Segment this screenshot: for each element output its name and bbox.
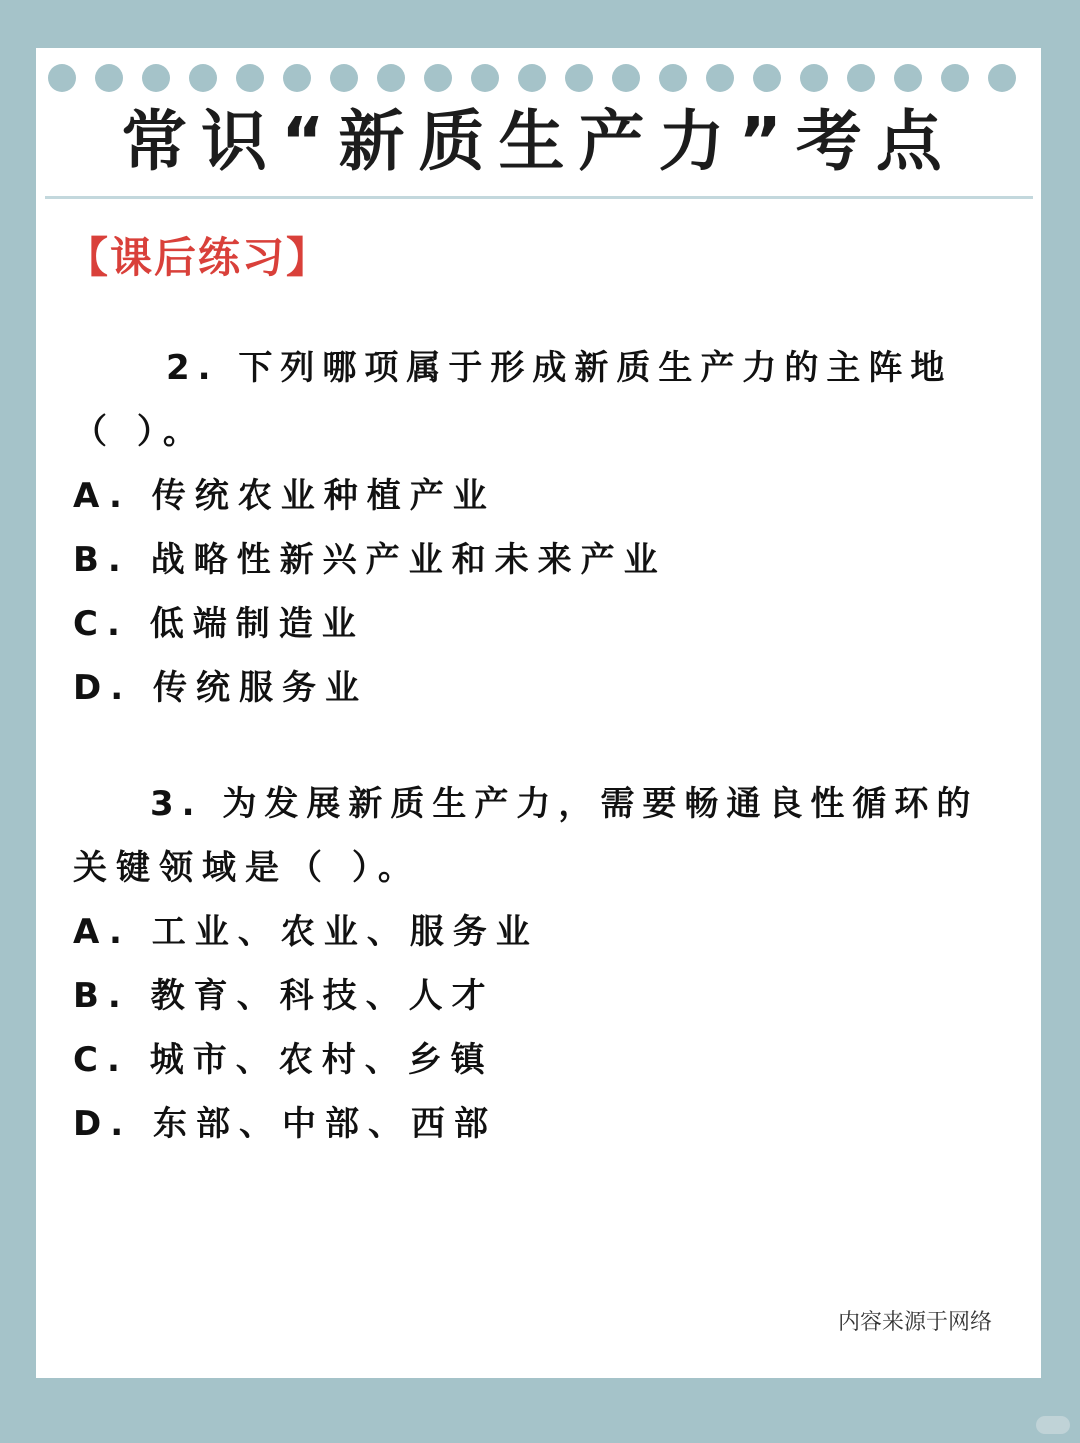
question-2-option-b: B. 战略性新兴产业和未来产业 [73,540,667,580]
binder-hole [377,64,405,92]
binder-hole [706,64,734,92]
watermark-badge [1036,1416,1070,1434]
binder-hole [565,64,593,92]
binder-hole [753,64,781,92]
question-3-option-d: D. 东部、中部、西部 [73,1104,497,1144]
binder-hole [659,64,687,92]
binder-hole [847,64,875,92]
binder-hole [941,64,969,92]
question-2-option-a: A. 传统农业种植产业 [73,476,496,516]
binder-hole [236,64,264,92]
binder-hole [330,64,358,92]
question-3-stem-line1: 3. 为发展新质生产力，需要畅通良性循环的 [150,784,979,824]
title-divider [45,196,1033,199]
binder-hole [424,64,452,92]
binder-hole [894,64,922,92]
binder-hole [800,64,828,92]
question-3-option-a: A. 工业、农业、服务业 [73,912,539,952]
question-2-stem-line1: 2. 下列哪项属于形成新质生产力的主阵地 [166,348,953,388]
binder-hole [612,64,640,92]
binder-hole [518,64,546,92]
question-3-option-b: B. 教育、科技、人才 [73,976,495,1016]
binder-hole [95,64,123,92]
binder-hole [283,64,311,92]
binder-hole [189,64,217,92]
question-2-option-c: C. 低端制造业 [73,604,365,644]
binder-hole [471,64,499,92]
source-note: 内容来源于网络 [838,1310,993,1335]
binder-hole [988,64,1016,92]
question-3-stem-line2: 关键领域是（ ）。 [73,848,421,888]
page-title: 常识“新质生产力”考点 [121,103,956,180]
question-2-option-d: D. 传统服务业 [73,668,368,708]
binder-hole [142,64,170,92]
question-3-option-c: C. 城市、农村、乡镇 [73,1040,494,1080]
section-tag: 【课后练习】 [66,233,331,282]
binder-hole [48,64,76,92]
question-2-stem-line2: （ ）。 [73,412,206,452]
